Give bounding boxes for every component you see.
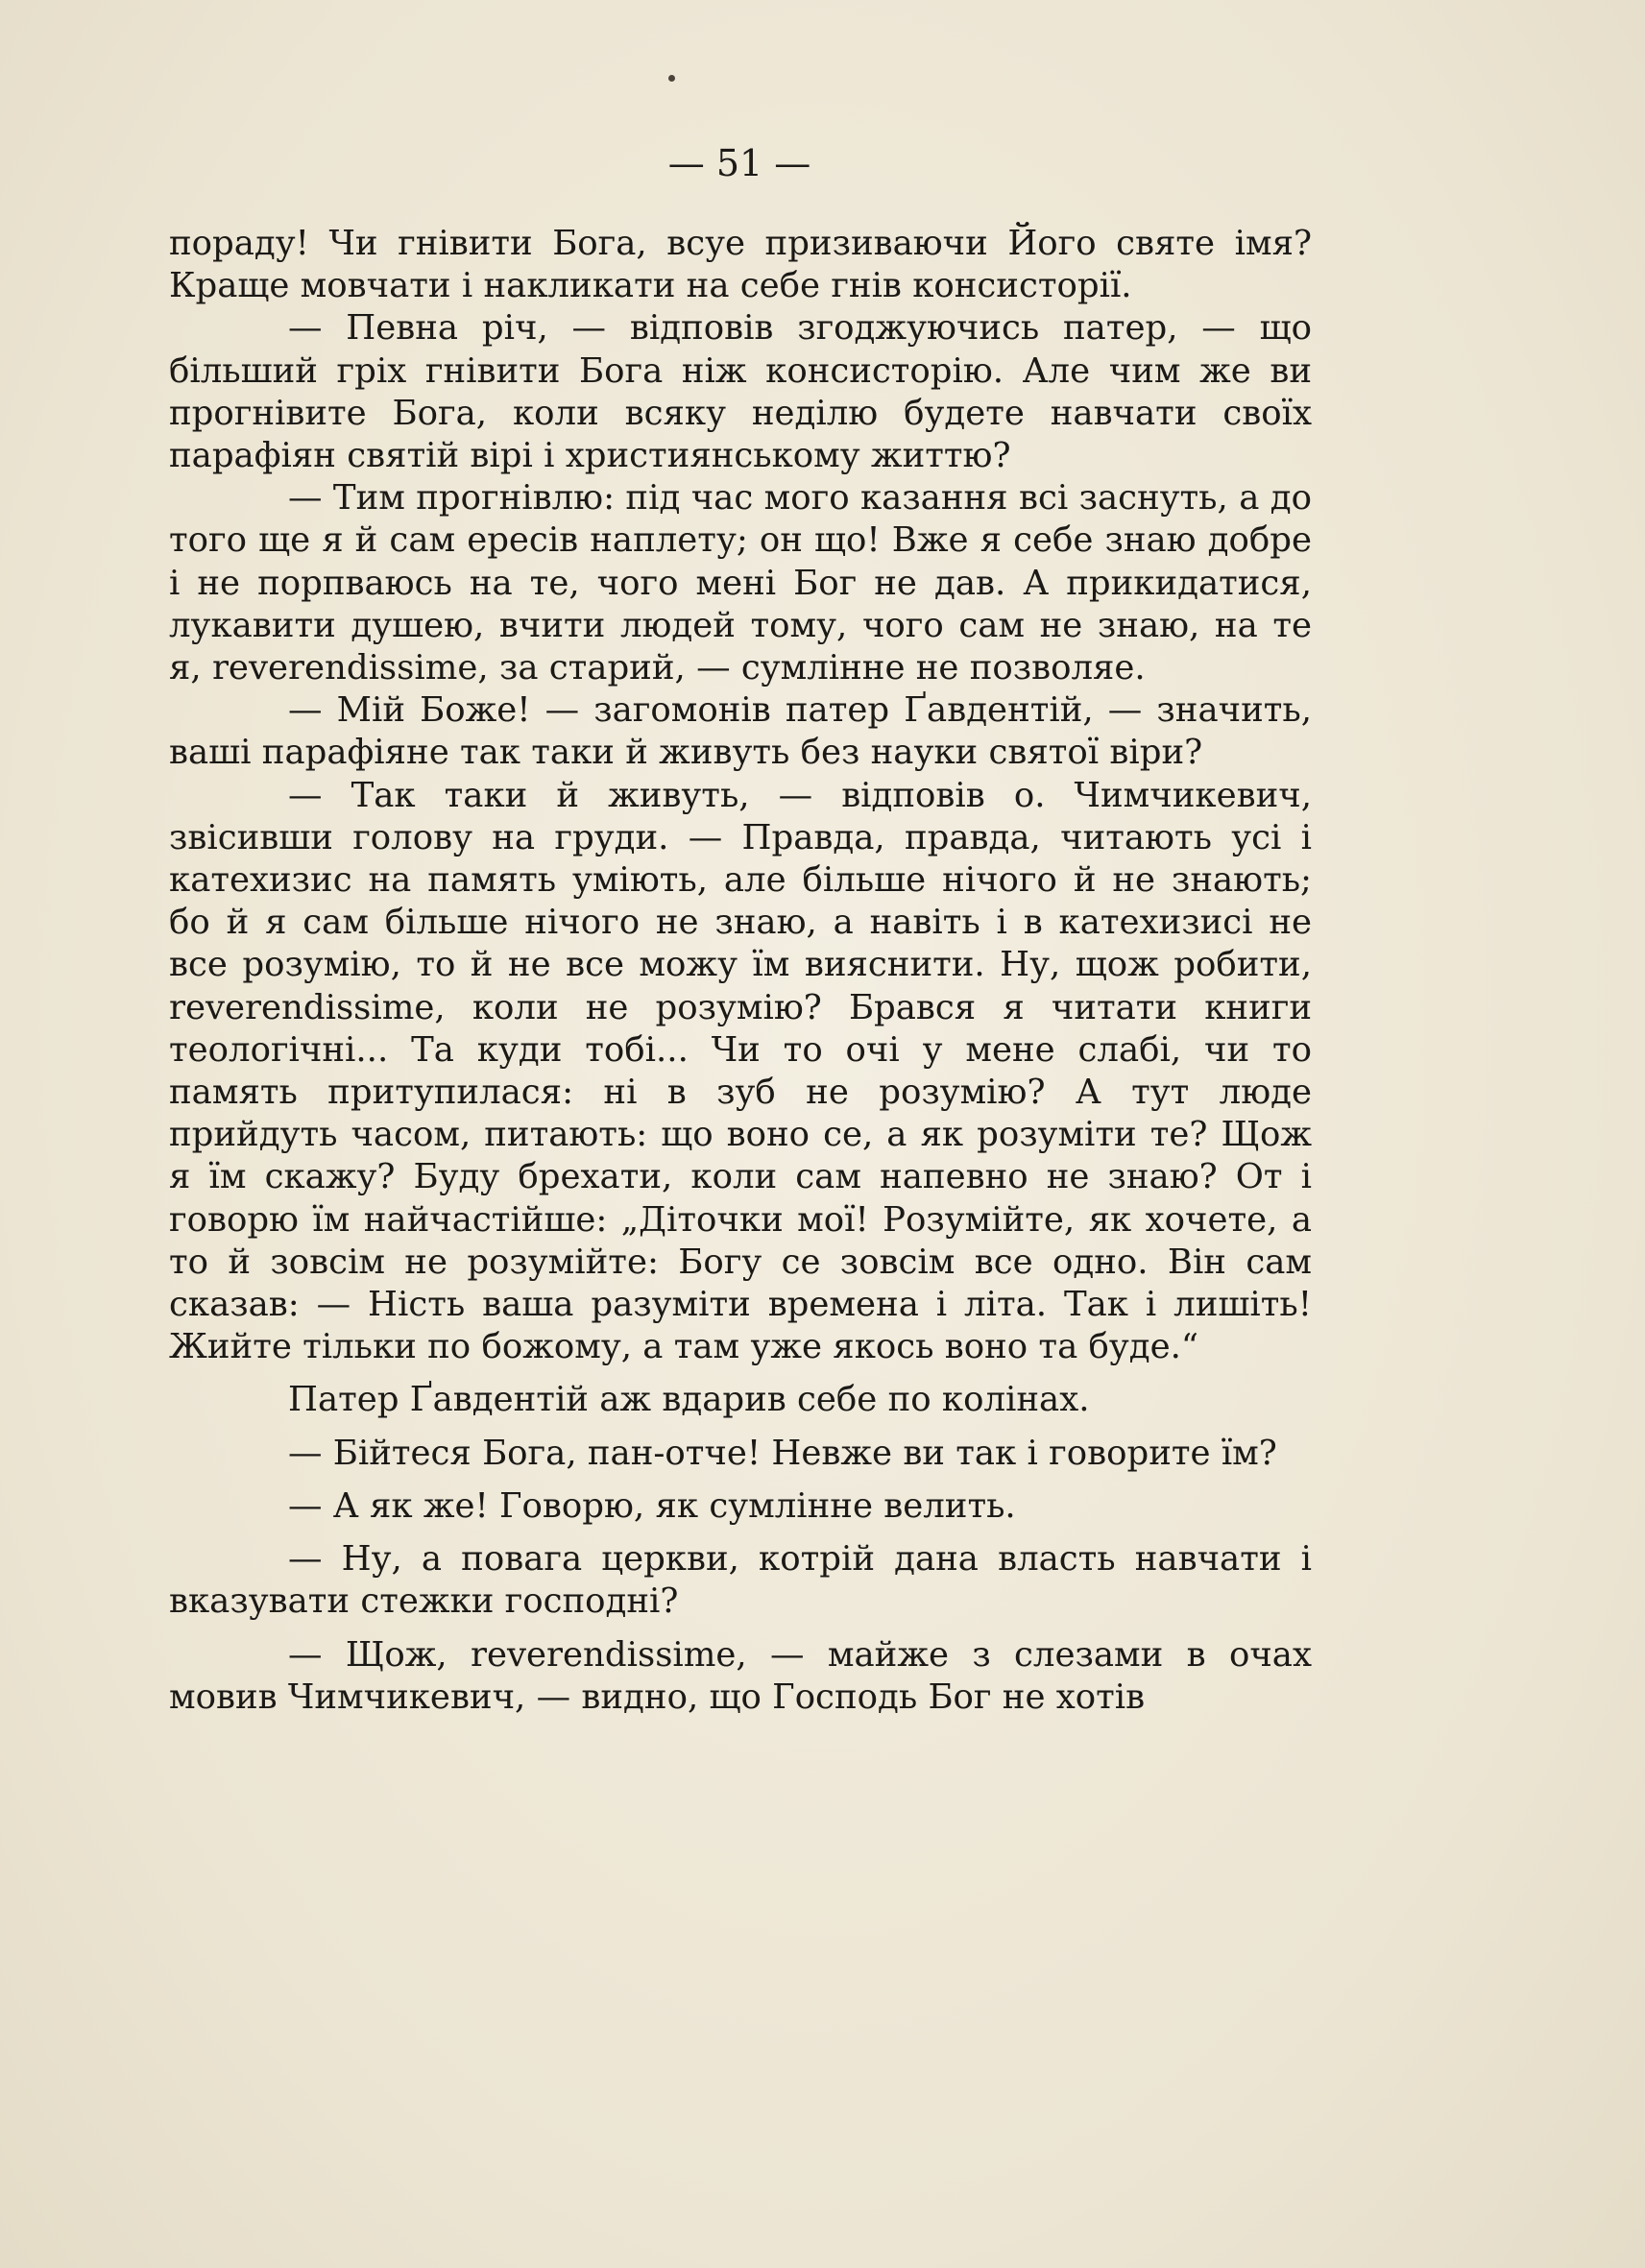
paragraph: — Бійтеся Бога, пан-отче! Невже ви так і говорите їм? [288,1433,1277,1473]
ink-speck [668,75,675,82]
page-number: — 51 — [667,142,811,184]
paragraph: Патер Ґавдентій аж вдарив себе по колінах. [288,1380,1090,1420]
paragraph: — Тим прогнівлю: під час мого казання всі заснуть, а до того ще я й сам ересів наплету; он що! Вже я себе знаю добре і не порпваюсь на те, чого мені Бог не дав. А прикидатися, лукавити душею, вчити людей тому, чого сам не знаю, на те я, reverendissime, за старий, — сумлінне не позволяе. [169,478,1312,688]
paragraph: — Так таки й живуть, — відповів о. Чимчикевич, звісивши голову на груди. — Правда, правда, читають усі і катехизис на память уміють, але більше нічого й не знають; бо й я сам більше нічого не знаю, а навіть і в катехизисі не все розумію, то й не все можу їм вияснити. Ну, щож робити, reverendissime, коли не розумію? Брався я читати книги теологічні... Та куди тобі... Чи то очі у мене слабі, чи то память притупилася: ні в зуб не розумію? А тут люде прийдуть часом, питають: що воно се, а як розуміти те? Щож я їм скажу? Буду брехати, коли сам напевно не знаю? От і говорю їм найчастійше: „Діточки мої! Розумійте, як хочете, а то й зовсім не розумійте: Богу се зовсім все одно. Він сам сказав: — Ність ваша разуміти времена і літа. Так і лишіть! Жийте тільки по божому, а там уже якось воно та буде.“ [169,775,1312,1367]
paragraph: — А як же! Говорю, як сумлінне велить. [288,1485,1016,1526]
paragraph: — Мій Боже! — загомонів патер Ґавдентій, — значить, ваші парафіяне так таки й живуть без науки святої віри? [169,690,1312,773]
paragraph: — Ну, а повага церкви, котрій дана власть навчати і вказувати стежки господні? [169,1539,1312,1622]
paragraph: — Певна річ, — відповів згоджуючись патер, — що більший гріх гнівити Бога ніж консисторію. Але чим же ви прогнівите Бога, коли всяку неділю будете навчати своїх парафіян святій вірі і християнському життю? [169,308,1312,476]
paragraph: пораду! Чи гнівити Бога, всуе призиваючи Його святе імя? Краще мовчати і накликати на себе гнів консисторії. [169,224,1312,306]
paragraph: — Щож, reverendissime, — майже з слезами в очах мовив Чимчикевич, — видно, що Господь Бог не хотів [169,1634,1312,1717]
body-text [169,223,1312,1719]
